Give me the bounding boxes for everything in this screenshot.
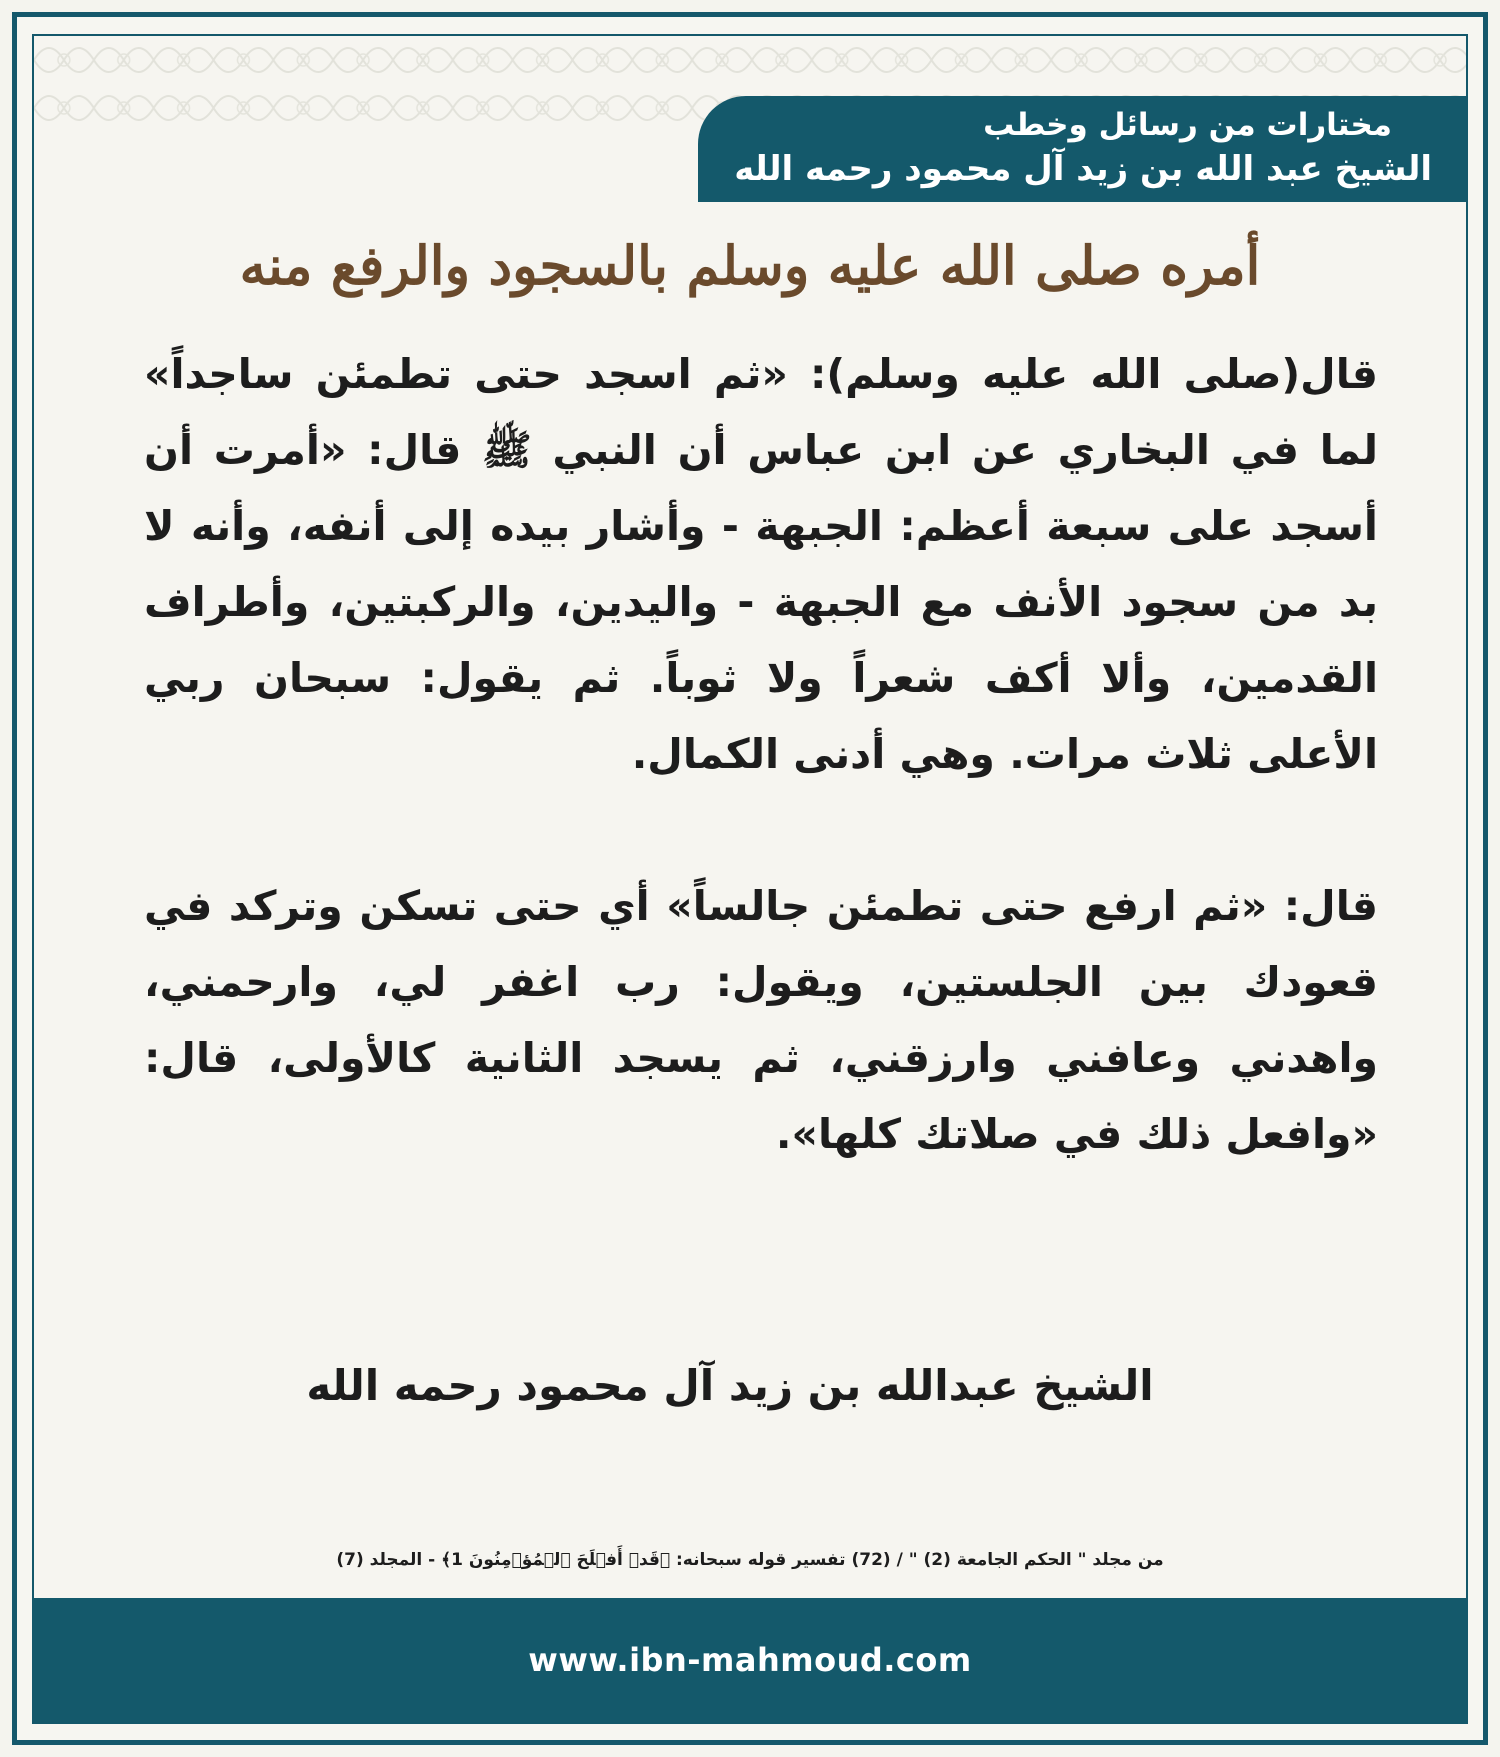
paragraph-2: قال: «ثم ارفع حتى تطمئن جالساً» أي حتى تسكن وتركد في قعودك بين الجلستين، ويقول: رب اغفر لي، وارحمني، واهدني وعافني وارزقني، ثم يسجد الثانية كالأولى، قال: «وافعل ذلك في صلاتك كلها».: [144, 882, 1378, 1158]
page-title: أمره صلى الله عليه وسلم بالسجود والرفع منه: [239, 235, 1261, 297]
article-body: [144, 336, 1378, 1248]
header-subtitle: مختارات من رسائل وخطب: [983, 107, 1392, 143]
footer-bar: [34, 1598, 1466, 1722]
paragraph-1: قال(صلى الله عليه وسلم): «ثم اسجد حتى تطمئن ساجداً» لما في البخاري عن ابن عباس أن النبي ﷺ قال: «أمرت أن أسجد على سبعة أعظم: الجبهة - وأشار بيده إلى أنفه، وأنه لا بد من سجود الأنف مع الجبهة - واليدين، والركبتين، وأطراف القدمين، وألا أكف شعراً ولا ثوباً. ثم يقول: سبحان ربي الأعلى ثلاث مرات. وهي أدنى الكمال.: [144, 350, 1378, 778]
header-author: الشيخ عبد الله بن زيد آل محمود رحمه الله: [734, 149, 1432, 189]
website-link[interactable]: www.ibn-mahmoud.com: [528, 1641, 972, 1679]
content-card: [32, 34, 1468, 1724]
source-citation: من مجلد " الحكم الجامعة (2) " / (72) تفسير قوله سبحانه: ﴿قَدۡ أَفۡلَحَ ٱلۡمُؤۡمِنُونَ 1﴾ - المجلد (7): [336, 1550, 1164, 1570]
header-banner: [698, 96, 1466, 202]
author-signature: الشيخ عبدالله بن زيد آل محمود رحمه الله: [306, 1361, 1154, 1410]
